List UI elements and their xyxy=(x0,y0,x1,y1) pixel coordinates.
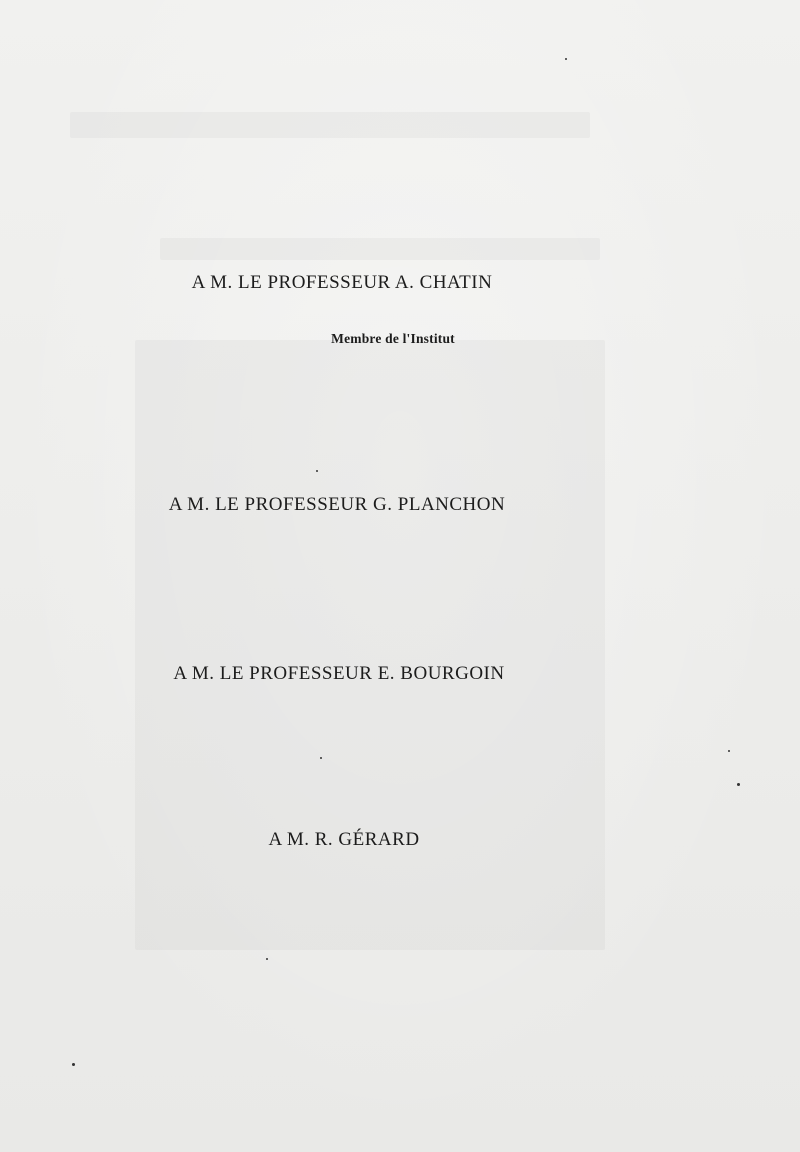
ink-speck xyxy=(737,783,740,786)
dedication-gerard: A M. R. GÉRARD xyxy=(268,829,420,850)
dedication-subtitle-institut: Membre de l'Institut xyxy=(331,331,455,346)
dedication-planchon: A M. LE PROFESSEUR G. PLANCHON xyxy=(168,494,506,515)
bleed-through-text-block xyxy=(135,340,605,950)
ink-speck xyxy=(72,1063,75,1066)
bleed-through-heading xyxy=(70,112,590,138)
ink-speck xyxy=(728,750,730,752)
ink-speck xyxy=(320,757,322,759)
bleed-through-subheading xyxy=(160,238,600,260)
ink-speck xyxy=(266,958,268,960)
dedication-bourgoin: A M. LE PROFESSEUR E. BOURGOIN xyxy=(173,663,505,684)
ink-speck xyxy=(316,470,318,472)
ink-speck xyxy=(565,58,567,60)
dedication-chatin: A M. LE PROFESSEUR A. CHATIN xyxy=(191,272,493,293)
